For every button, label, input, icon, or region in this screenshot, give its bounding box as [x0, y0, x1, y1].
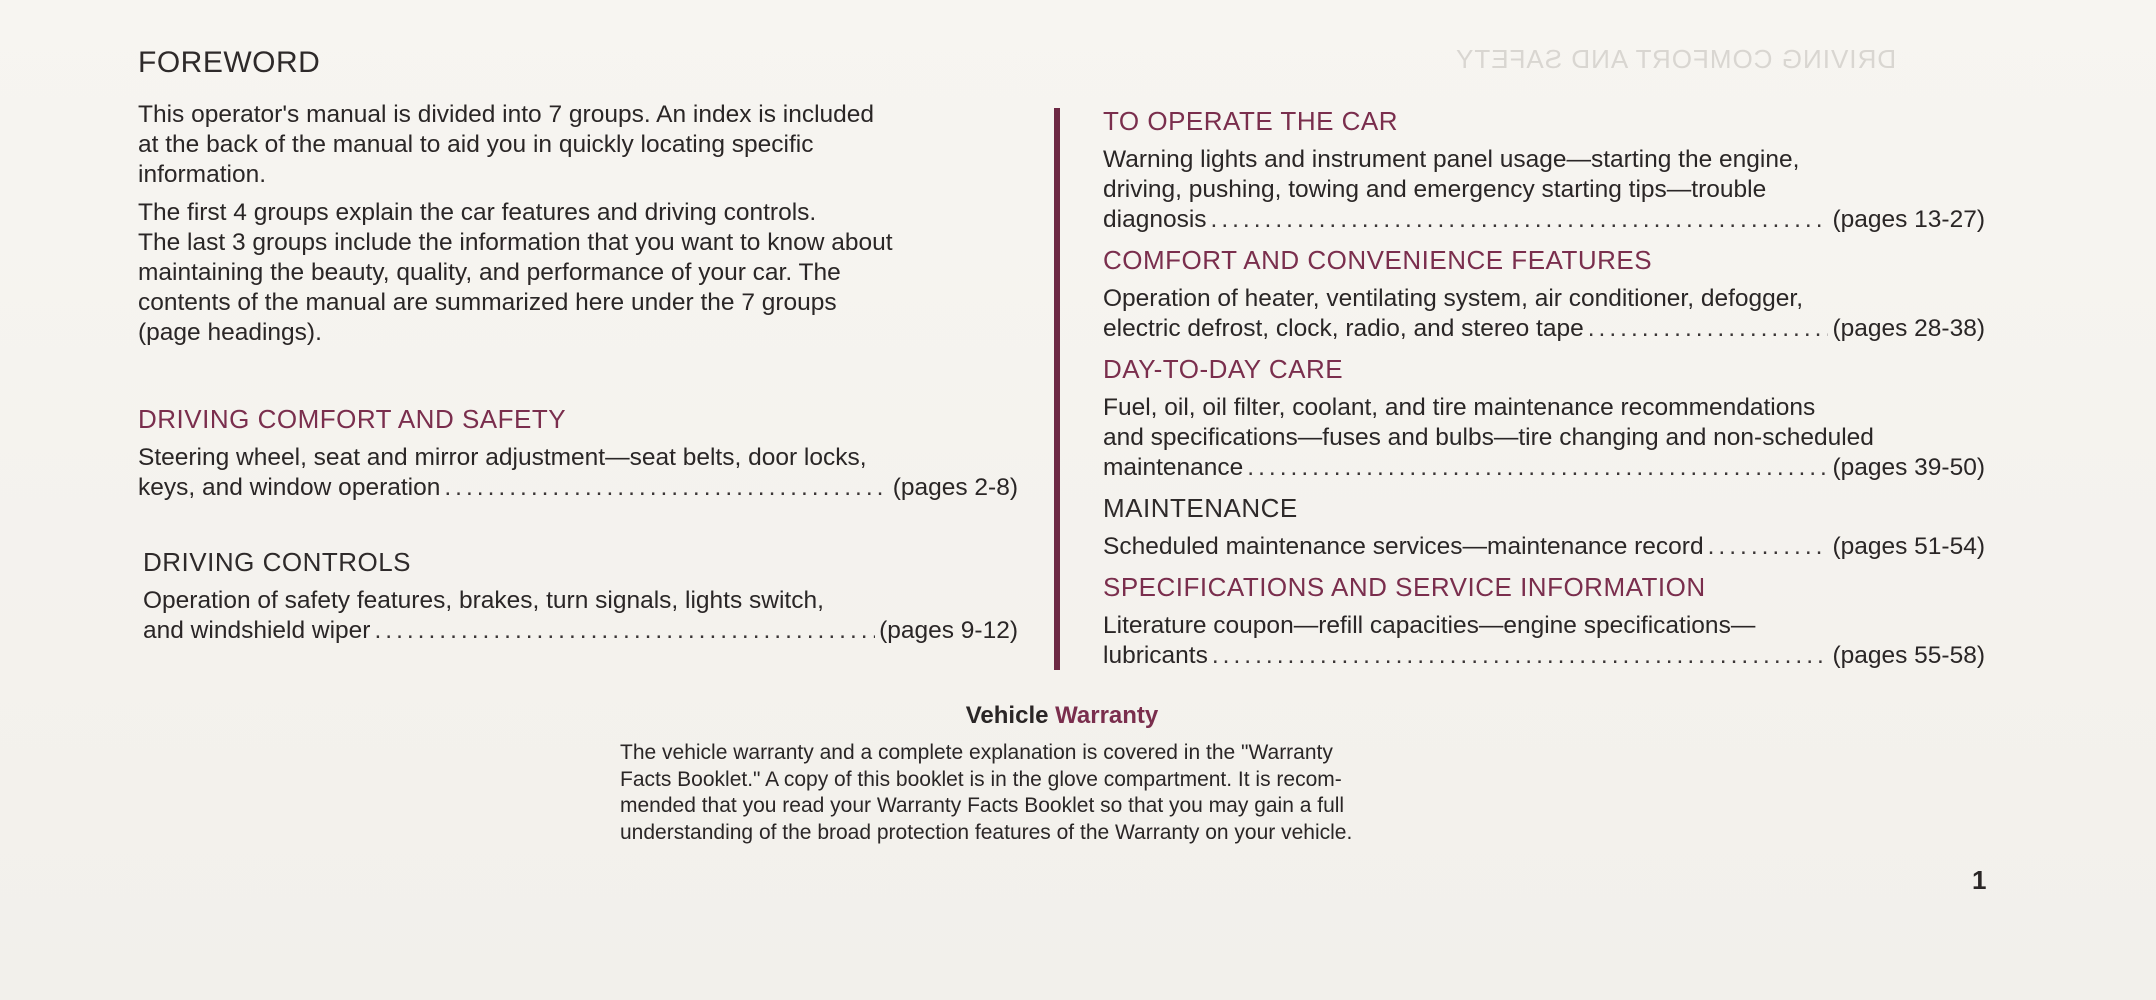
toc-text-line	[1103, 423, 1985, 453]
text-line: Facts Booklet." A copy of this booklet is in the glove compartment. It is recom-	[620, 767, 1342, 791]
toc-entry	[143, 616, 1018, 646]
toc-section-driving-comfort	[138, 404, 1018, 503]
toc-entry	[1103, 453, 1985, 483]
warranty-title-plain: Vehicle	[965, 702, 1056, 729]
leader-dots	[1588, 314, 1829, 344]
section-title: SPECIFICATIONS AND SERVICE INFORMATION	[1103, 572, 1706, 602]
text-line: (page headings).	[138, 319, 322, 346]
text-line: The first 4 groups explain the car features and driving controls.	[138, 199, 817, 226]
toc-text: electric defrost, clock, radio, and stereo tape	[1103, 315, 1584, 342]
leader-dots	[1708, 532, 1829, 562]
toc-section-day-to-day-care	[1103, 354, 1985, 483]
toc-text-line	[1103, 284, 1985, 314]
bleed-through-text: DRIVING COMFORT AND SAFETY	[1455, 44, 1897, 74]
toc-text: lubricants	[1103, 642, 1208, 669]
leader-dots	[444, 473, 888, 503]
toc-text: Operation of heater, ventilating system, air conditioner, defogger,	[1103, 285, 1804, 312]
leader-dots	[1211, 205, 1829, 235]
leader-dots	[1212, 641, 1829, 671]
toc-text: Warning lights and instrument panel usage—starting the engine,	[1103, 146, 1800, 173]
section-title: COMFORT AND CONVENIENCE FEATURES	[1103, 245, 1653, 275]
toc-entry	[1103, 532, 1985, 562]
section-title: DRIVING COMFORT AND SAFETY	[138, 404, 567, 434]
page-range: (pages 55-58)	[1832, 642, 1985, 669]
toc-section-driving-controls	[138, 547, 1018, 646]
toc-text-line	[1103, 393, 1985, 423]
toc-text: and specifications—fuses and bulbs—tire changing and non-scheduled	[1103, 424, 1874, 451]
text-line: understanding of the broad protection features of the Warranty on your vehicle.	[620, 820, 1353, 844]
text-line: The last 3 groups include the information that you want to know about	[138, 229, 893, 256]
toc-entry	[1103, 314, 1985, 344]
right-column	[1103, 106, 1985, 681]
toc-text: maintenance	[1103, 454, 1244, 481]
text-line: information.	[138, 161, 267, 188]
toc-text: keys, and window operation	[138, 474, 441, 501]
foreword-paragraph-1	[138, 100, 1018, 190]
column-divider	[1054, 108, 1060, 670]
page-range: (pages 28-38)	[1832, 315, 1985, 342]
page-range: (pages 39-50)	[1832, 454, 1985, 481]
section-title: DRIVING CONTROLS	[143, 547, 412, 577]
vehicle-warranty-box	[620, 702, 1504, 846]
toc-text: driving, pushing, towing and emergency starting tips—trouble	[1103, 176, 1767, 203]
toc-text-line	[138, 443, 1018, 473]
text-line: This operator's manual is divided into 7 groups. An index is included	[138, 101, 875, 128]
page-range: (pages 2-8)	[892, 474, 1018, 501]
toc-text: Scheduled maintenance services—maintenance record	[1103, 533, 1704, 560]
toc-section-specifications	[1103, 572, 1985, 671]
toc-entry	[1103, 205, 1985, 235]
warranty-title-accent: Warranty	[1055, 702, 1159, 729]
toc-text: Fuel, oil, oil filter, coolant, and tire maintenance recommendations	[1103, 394, 1816, 421]
text-line: contents of the manual are summarized here under the 7 groups	[138, 289, 837, 316]
text-line: at the back of the manual to aid you in quickly locating specific	[138, 131, 814, 158]
toc-entry	[138, 473, 1018, 503]
warranty-text	[620, 740, 1504, 846]
page-number: 1	[1972, 865, 1987, 895]
leader-dots	[1247, 453, 1828, 483]
toc-text: Steering wheel, seat and mirror adjustment—seat belts, door locks,	[138, 444, 867, 471]
toc-section-maintenance	[1103, 493, 1985, 562]
text-line: The vehicle warranty and a complete explanation is covered in the "Warranty	[620, 741, 1333, 764]
toc-text-line	[1103, 611, 1985, 641]
page-range: (pages 51-54)	[1832, 533, 1985, 560]
toc-entry	[1103, 641, 1985, 671]
section-title: DAY-TO-DAY CARE	[1103, 354, 1344, 384]
toc-text: Literature coupon—refill capacities—engine specifications—	[1103, 612, 1756, 639]
toc-text: and windshield wiper	[143, 617, 371, 644]
leader-dots	[374, 616, 875, 646]
page-range: (pages 13-27)	[1832, 206, 1985, 233]
foreword-title: FOREWORD	[138, 46, 321, 79]
toc-text-line	[143, 586, 1018, 616]
left-column	[138, 46, 1018, 646]
toc-text-line	[1103, 145, 1985, 175]
page-range: (pages 9-12)	[879, 617, 1018, 644]
toc-text: Operation of safety features, brakes, turn signals, lights switch,	[143, 587, 824, 614]
toc-section-operate-car	[1103, 106, 1985, 235]
text-line: maintaining the beauty, quality, and performance of your car. The	[138, 259, 841, 286]
section-title: TO OPERATE THE CAR	[1103, 106, 1399, 136]
toc-text: diagnosis	[1103, 206, 1207, 233]
toc-section-comfort-convenience	[1103, 245, 1985, 344]
warranty-title	[620, 702, 1504, 730]
section-title: MAINTENANCE	[1103, 493, 1298, 523]
text-line: mended that you read your Warranty Facts Booklet so that you may gain a full	[620, 794, 1345, 817]
toc-text-line	[1103, 175, 1985, 205]
foreword-paragraph-2	[138, 198, 1018, 348]
